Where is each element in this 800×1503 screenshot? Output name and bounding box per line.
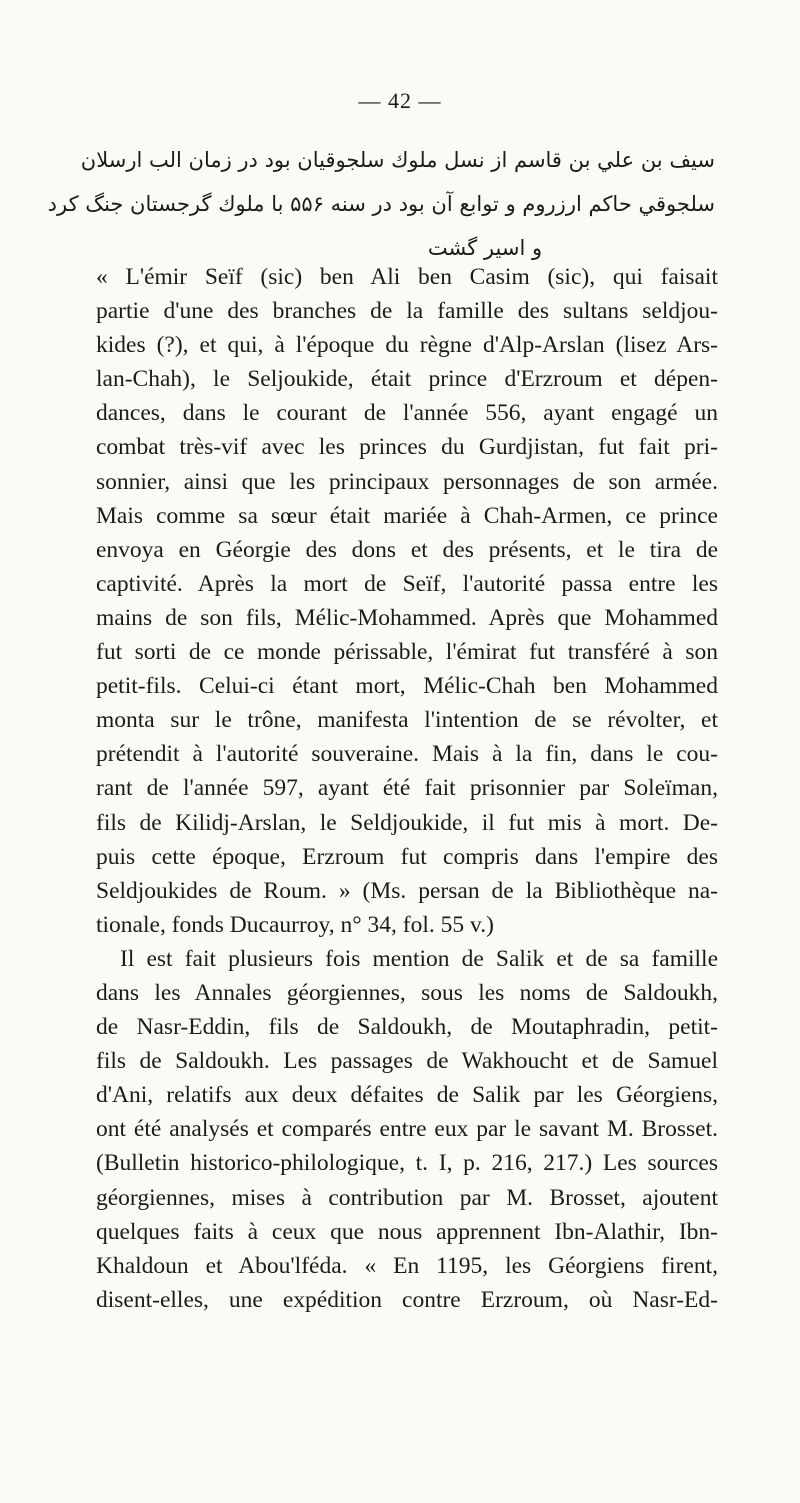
text-line: combat très-vif avec les princes du Gurdjistan, fut fait pri-: [96, 434, 718, 461]
text-line: petit-fils. Celui-ci étant mort, Mélic-Chah ben Mohammed: [96, 673, 718, 700]
persian-line-3: و اسير گشت: [427, 236, 543, 260]
text-line: (Bulletin historico-philologique, t. I, p. 216, 217.) Les sources: [96, 1150, 718, 1177]
text-line: rant de l'année 597, ayant été fait prisonnier par Soleïman,: [96, 775, 718, 802]
text-line: puis cette époque, Erzroum fut compris dans l'empire des: [96, 843, 718, 870]
text-line: dans les Annales géorgiennes, sous les noms de Saldoukh,: [96, 979, 718, 1006]
text-line: captivité. Après la mort de Seïf, l'autorité passa entre les: [96, 570, 718, 597]
text-line: sonnier, ainsi que les principaux personnages de son armée.: [96, 468, 718, 495]
page-number: — 42 —: [358, 88, 442, 113]
text-line: tionale, fonds Ducaurroy, n° 34, fol. 55 v.): [96, 911, 494, 938]
text-line: ont été analysés et comparés entre eux par le savant M. Brosset.: [96, 1116, 718, 1143]
body-text: [96, 260, 718, 1317]
text-line: quelques faits à ceux que nous apprennent Ibn-Alathir, Ibn-: [96, 1218, 718, 1245]
text-line: partie d'une des branches de la famille des sultans seldjou-: [96, 298, 718, 325]
text-line: d'Ani, relatifs aux deux défaites de Salik par les Géorgiens,: [96, 1082, 718, 1109]
text-line: disent-elles, une expédition contre Erzroum, où Nasr-Ed-: [96, 1286, 718, 1313]
text-line: kides (?), et qui, à l'époque du règne d'Alp-Arslan (lisez Ars-: [96, 332, 718, 359]
text-line: Khaldoun et Abou'lféda. « En 1195, les Géorgiens firent,: [96, 1252, 718, 1279]
text-line: mains de son fils, Mélic-Mohammed. Après que Mohammed: [96, 604, 718, 631]
text-line: Il est fait plusieurs fois mention de Salik et de sa famille: [120, 945, 718, 972]
persian-line-2: سلجوقي حاكم ارزروم و توابع آن بود در سنه ۵۵۶ با ملوك گرجستان جنگ كرد: [47, 192, 715, 216]
text-line: Seldjoukides de Roum. » (Ms. persan de la Bibliothèque na-: [96, 877, 718, 904]
text-line: lan-Chah), le Seljoukide, était prince d'Erzroum et dépen-: [96, 366, 718, 393]
text-line: géorgiennes, mises à contribution par M. Brosset, ajoutent: [96, 1184, 718, 1211]
text-line: envoya en Géorgie des dons et des présents, et le tira de: [96, 536, 718, 563]
text-line: prétendit à l'autorité souveraine. Mais à la fin, dans le cou-: [96, 741, 718, 768]
text-line: fut sorti de ce monde périssable, l'émirat fut transféré à son: [96, 639, 718, 666]
text-line: dances, dans le courant de l'année 556, ayant engagé un: [96, 400, 718, 427]
text-line: fils de Saldoukh. Les passages de Wakhoucht et de Samuel: [96, 1048, 718, 1075]
text-line: de Nasr-Eddin, fils de Saldoukh, de Moutaphradin, petit-: [96, 1014, 718, 1041]
persian-line-1: سيف بن علي بن قاسم از نسل ملوك سلجوقيان بود در زمان الب ارسلان: [80, 148, 715, 172]
text-line: Mais comme sa sœur était mariée à Chah-Armen, ce prince: [96, 502, 718, 529]
text-line: fils de Kilidj-Arslan, le Seldjoukide, il fut mis à mort. De-: [96, 809, 718, 836]
text-line: monta sur le trône, manifesta l'intention de se révolter, et: [96, 707, 718, 734]
persian-quotation: [47, 138, 715, 270]
text-line: « L'émir Seïf (sic) ben Ali ben Casim (sic), qui faisait: [96, 264, 718, 290]
